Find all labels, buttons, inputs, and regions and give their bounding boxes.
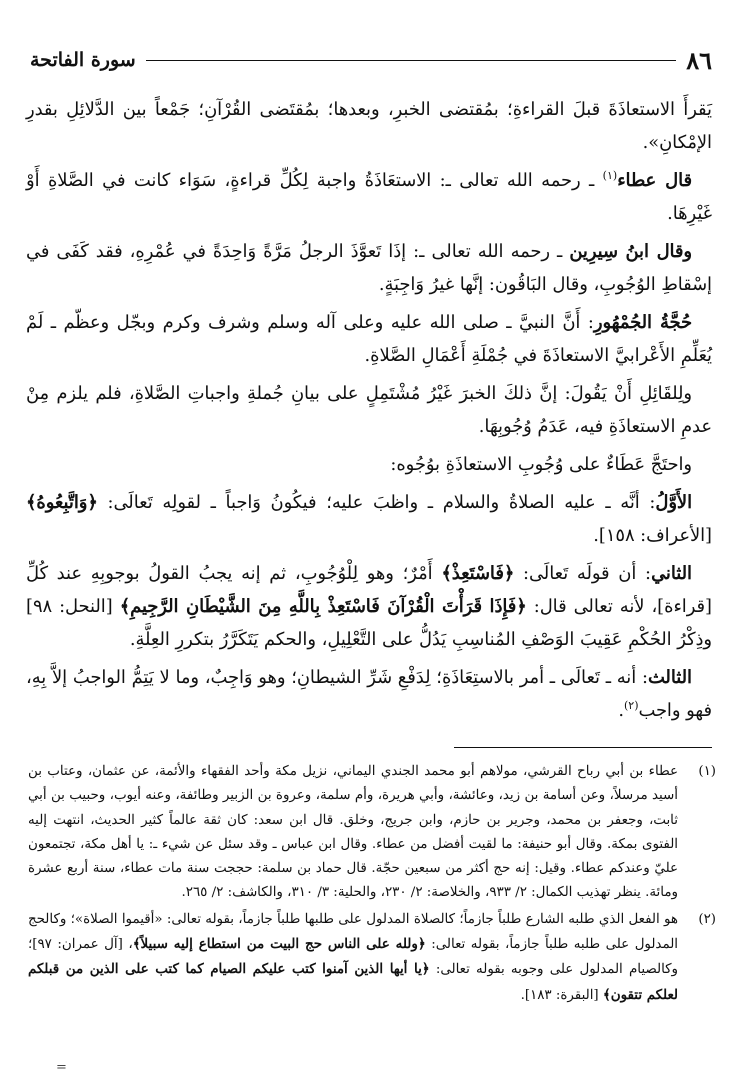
ibn-sirin-text: ـ رحمه الله تعالى ـ: إذَا تَعوَّذَ الرجلُ مَرَّةً وَاحِدَةً في عُمْرِهِ، فقد كَفَى في إسْقاطِ الوُجُوبِ، وقال البَاقُون: إنَّها غيرُ وَاجِبَةٍ. [26,241,712,295]
footnote-text-3: [البقرة: ١٨٣]. [520,987,603,1003]
paragraph-jumhur [26,306,712,372]
jumhur-label: حُجَّةُ الجُمْهُورِ [593,312,693,333]
second-text-3: [النحل: ٩٨] وذِكْرُ الحُكْمِ عَقِيبَ الوَصْفِ المُناسِبِ يَدُلُّ على التَّعْلِيلِ، والحكم يَتَكَرَّرُ بتكررِ العِلَّةِ. [26,596,712,650]
first-label: الأَوَّلُ [655,492,693,513]
footnote-quote-2: ﴿يا أيها الذين آمنوا كتب عليكم الصيام كما كتب على الذين من قبلكم لعلكم تتقون﴾ [28,961,678,1003]
footnote-ref-2[interactable]: (٢) [623,699,639,713]
first-text: : أنَّه ـ عليه الصلاةُ والسلام ـ واظبَ عليه؛ فيكُونُ وَاجباً ـ لقولِه تَعالَى: [107,492,656,513]
third-text: : أنه ـ تَعالَى ـ أمر بالاستِعَاذَةِ؛ لِدَفْعِ شَرِّ الشيطانِ؛ وهو وَاجِبٌ، وما لا يَتِمُّ الواجبُ إلاَّ بِهِ، فهو واجب [26,667,712,721]
paragraph-first [26,486,712,552]
ata-label: قال عطاء [617,170,692,191]
paragraph-second [26,557,712,656]
second-quote-2: ﴿فَإِذَا قَرَأْتَ الْقُرْآنَ فَاسْتَعِذْ بِاللَّهِ مِنَ الشَّيْطَانِ الرَّجِيمِ﴾ [119,596,527,617]
paragraph-ata-proofs: واحتَجَّ عَطَاءٌ على وُجُوبِ الاستعاذَةِ بوُجُوه: [390,454,692,475]
paragraph-1: يَقرأَ الاستعاذَةَ قبلَ القراءةِ؛ بمُقتضى الخبرِ، وبعدها؛ بمُقتَضى القُرْآنِ؛ جَمْعاً بين الدَّلائِلِ بقدرِ الإمْكانِ». [26,99,712,153]
second-quote-1: ﴿فَاسْتَعِذْ﴾ [441,563,515,584]
footnote-text-2: ، [آل عمران: ٩٧]؛ وكالصيام المدلول على وجوبه بقوله تعالى: [28,937,678,978]
second-text-2: أَمْرٌ؛ وهو لِلْوُجُوبِ، ثم إنه يجبُ القولُ بوجوبِهِ عند كُلِّ [قراءة]، لأنه تعالى قال: [26,563,712,617]
footnote-number: (١) [698,764,716,779]
margin-mark: = [56,1060,67,1075]
page-number: ٨٦ [686,45,712,75]
footnote-2 [28,908,716,1008]
footnote-quote-1: ﴿ولله على الناس حج البيت من استطاع إليه سبيلاً﴾ [132,936,426,953]
jumhur-text: : أَنَّ النبيَّ ـ صلى الله عليه وعلى آله وسلم وشرف وكرم وبجّل وعظّم ـ لَمْ يُعَلِّمِ الأَعْرابيَّ الاستعاذَةَ في جُمْلَةِ أَعْمَالِ الصَّلاةِ. [26,312,712,366]
second-label: الثاني [651,563,692,584]
third-label: الثالث [647,667,692,688]
footnote-ref-1[interactable]: (١) [602,169,618,183]
footnote-text: عطاء بن أبي رباح القرشي، مولاهم أبو محمد الجندي اليماني، نزيل مكة وأحد الفقهاء والأئمة، عن عثمان، وعتاب بن أسيد مرسلاً، وعن أسامة بن زيد، وعائشة، وأبي هريرة، وأم سلمة، وعروة بن الزبير وطائفة، وعنه أيوب، وحبيب بن أبي ثابت، وجعفر بن محمد، وجرير بن حازم، وابن جريج، وخلق. قال ابن سعد: كان ثقة عالماً كثير الحديث، انتهت إليه الفتوى بمكة. وقال أبو حنيفة: ما لقيت أفضل من عطاء. وقال ابن عباس ـ وقد سئل عن شيء ـ: يا أهل مكة، تجتمعون عليّ وعندكم عطاء. وقيل: إنه حج أكثر من سبعين حجّة. قال حماد بن سلمة: حججت سنة مات عطاء، سنة أربع عشرة ومائة. ينظر تهذيب الكمال: ٢/ ٩٣٣، والخلاصة: ٢/ ٢٣٠، والحلية: ٣/ ٣١٠، والكاشف: ٢/ ٢٦٥. [28,764,678,901]
ibn-sirin-label: وقال ابنُ سِيرِين [569,241,692,262]
first-quote: ﴿وَاتَّبِعُوهُ﴾ [26,492,98,513]
paragraph-objection: ولِلقَائِلِ أَنْ يَقُولَ: إنَّ ذلكَ الخبرَ غَيْرُ مُشْتَمِلٍ على بيانِ جُملةِ واجباتِ الصَّلاةِ، فلم يلزم مِنْ عدمِ الاستعاذَةِ فيه، عَدَمُ وُجُوبِهَا. [26,383,712,437]
second-text-1: : أن قولَه تَعالَى: [514,563,652,584]
third-end: . [618,700,624,721]
footnotes [28,760,716,1010]
paragraph-ibn-sirin [26,235,712,301]
page-header [30,42,712,78]
surah-title: سورة الفاتحة [30,49,136,71]
ata-text: ـ رحمه الله تعالى ـ: الاستعَاذَةُ واجبة لِكُلِّ قراءةٍ، سَوَاء كانت في الصَّلاةِ أَوْ غَيْرِهَا. [26,170,712,224]
main-text [26,93,712,732]
header-rule [146,60,677,61]
first-ref: [الأعراف: ١٥٨]. [593,525,712,546]
footnote-separator [454,747,712,748]
footnote-text-1: هو الفعل الذي طلبه الشارع طلباً جازماً؛ كالصلاة المدلول على طلبها طلباً جازماً، بقوله تعالى: «أقيموا الصلاة»؛ وكالحج المدلول على طلبه طلباً جازماً، بقوله تعالى: [28,911,679,953]
footnote-number: (٢) [698,911,716,927]
paragraph-ata [26,164,712,230]
paragraph-third [26,661,712,727]
footnote-1 [28,760,716,906]
